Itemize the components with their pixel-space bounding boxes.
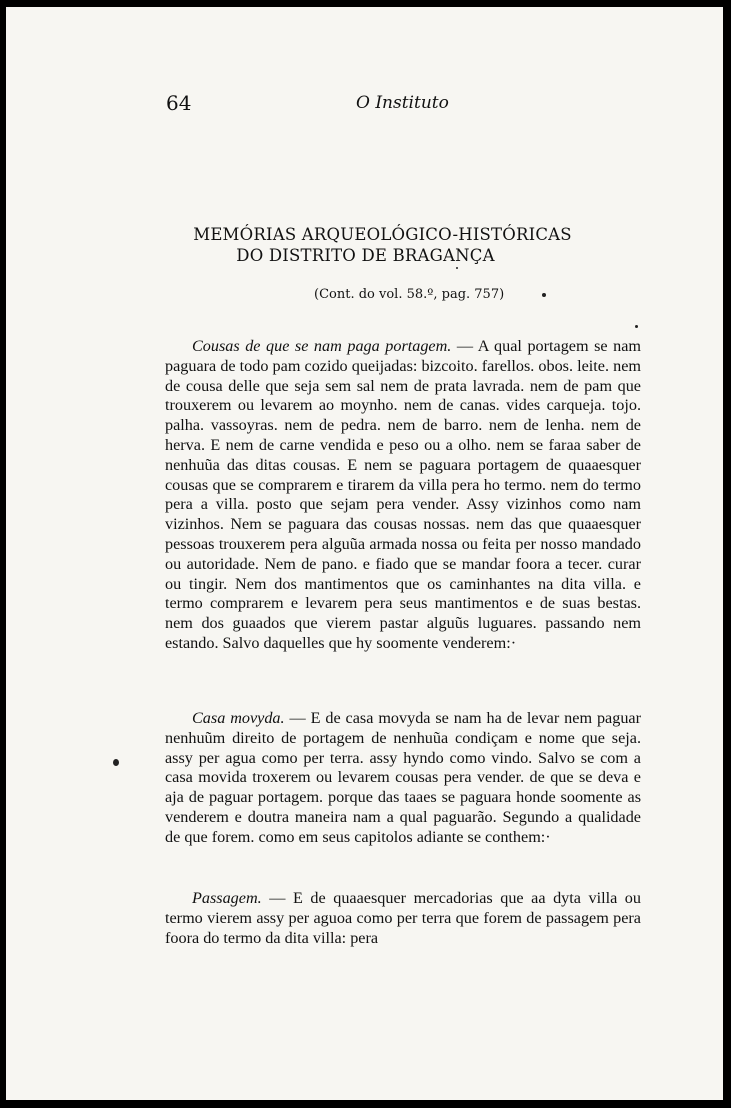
article-title — [6, 224, 723, 266]
ink-speck — [635, 325, 638, 328]
paragraph-text: — E de casa movyda se nam ha de levar nem paguar nenhuũm direito de portagem de nenhuũa condiçam e nome que seja. assy per agua como per terra. assy hyndo como vindo. Salvo se com a casa movida troxerem ou levarem cousas pera vender. de que se deva e aja de paguar portagem. porque das taaes se paguara honde soomente as venderem e doutra maneira nam a qual paguarão. Segundo a qualidade de que forem. como em seus capitolos adiante se conthem:· — [165, 709, 641, 846]
document-page — [6, 7, 723, 1100]
paragraph-passagem — [165, 889, 641, 948]
paragraph-heading: Passagem. — [192, 889, 262, 907]
journal-title: O Instituto — [356, 93, 449, 113]
paragraph-heading: Cousas de que se nam paga portagem. — [192, 337, 452, 355]
paragraph-casa-movyda — [165, 709, 641, 848]
ink-speck — [542, 293, 546, 297]
ink-speck — [456, 267, 458, 269]
paragraph-text: — A qual portagem se nam paguara de todo pam cozido queijadas: bizcoito. farellos. obos. leite. nem de cousa delle que seja sem sal nem de prata lavrada. nem de pam que trouxerem ou levarem ao moynho. nem de canas. vides carqueja. tojo. palha. vassoyras. nem de pedra. nem de barro. nem de lenha. nem de herva. E nem de carne vendida e peso ou a olho. nem se faraa saber de nenhuũa das ditas cousas. E nem se paguara portagem de quaaesquer cousas que se comprarem e tirarem da villa pera ho termo. nem do termo pera a villa. posto que sejam pera vender. Assy vizinhos como nam vizinhos. Nem se paguara das cousas nossas. nem das que quaaesquer pessoas trouxerem pera alguũa armada nossa ou feita per nosso mandado ou autoridade. Nem de pano. e fiado que se mandar foora a tecer. curar ou tingir. Nem dos mantimentos que os caminhantes na dita villa. e termo comprarem e levarem pera seus mantimentos e de suas bestas. nem dos guaados que vierem pastar alguũs luguares. passando nem estando. Salvo daquelles que hy soomente venderem:· — [165, 337, 641, 652]
paragraph-portagem — [165, 337, 641, 654]
running-head — [6, 91, 723, 121]
continuation-note: (Cont. do vol. 58.º, pag. 757) — [314, 287, 505, 302]
page-number: 64 — [166, 91, 192, 115]
article-title-line-2: DO DISTRITO DE BRAGANÇA — [236, 246, 495, 265]
paragraph-text: — E de quaaesquer mercadorias que aa dyta villa ou termo vierem assy per aguoa como per terra que forem de passagem pera foora do termo da dita villa: pera — [165, 889, 641, 947]
ink-speck — [113, 759, 119, 766]
paragraph-heading: Casa movyda. — [192, 709, 285, 727]
article-title-line-1: MEMÓRIAS ARQUEOLÓGICO-HISTÓRICAS — [193, 225, 572, 244]
